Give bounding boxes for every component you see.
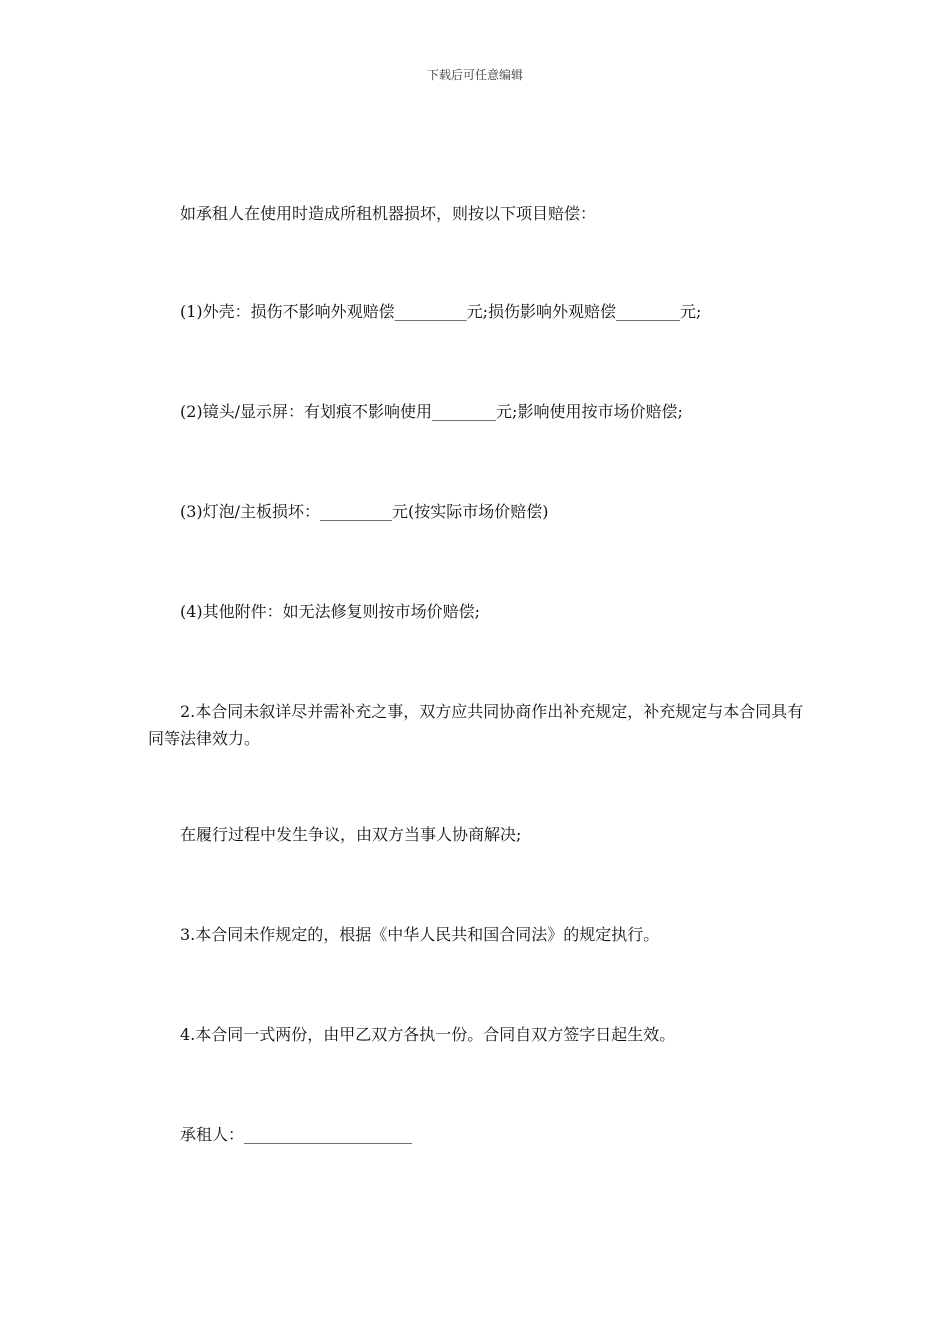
paragraph-clause-2: 2.本合同未叙详尽并需补充之事，双方应共同协商作出补充规定，补充规定与本合同具有同等法律效力。: [148, 702, 804, 748]
paragraph-clause-4: 4.本合同一式两份，由甲乙双方各执一份。合同自双方签字日起生效。: [180, 1025, 676, 1044]
page-header-note: 下载后可任意编辑: [426, 68, 523, 82]
paragraph-dispute: 在履行过程中发生争议，由双方当事人协商解决;: [180, 825, 522, 844]
paragraph-clause-3: 3.本合同未作规定的，根据《中华人民共和国合同法》的规定执行。: [180, 925, 660, 944]
signature-line-lessee: 承租人：_____________________: [180, 1125, 413, 1144]
paragraph-item-casing: (1)外壳：损伤不影响外观赔偿_________元;损伤影响外观赔偿________元;: [180, 302, 702, 321]
paragraph-item-bulb-mainboard: (3)灯泡/主板损坏：_________元(按实际市场价赔偿): [180, 502, 549, 521]
paragraph-item-other-accessories: (4)其他附件：如无法修复则按市场价赔偿;: [180, 602, 481, 621]
paragraph-item-lens-display: (2)镜头/显示屏：有划痕不影响使用________元;影响使用按市场价赔偿;: [180, 402, 683, 421]
paragraph-compensation-intro: 如承租人在使用时造成所租机器损坏，则按以下项目赔偿：: [180, 204, 597, 223]
